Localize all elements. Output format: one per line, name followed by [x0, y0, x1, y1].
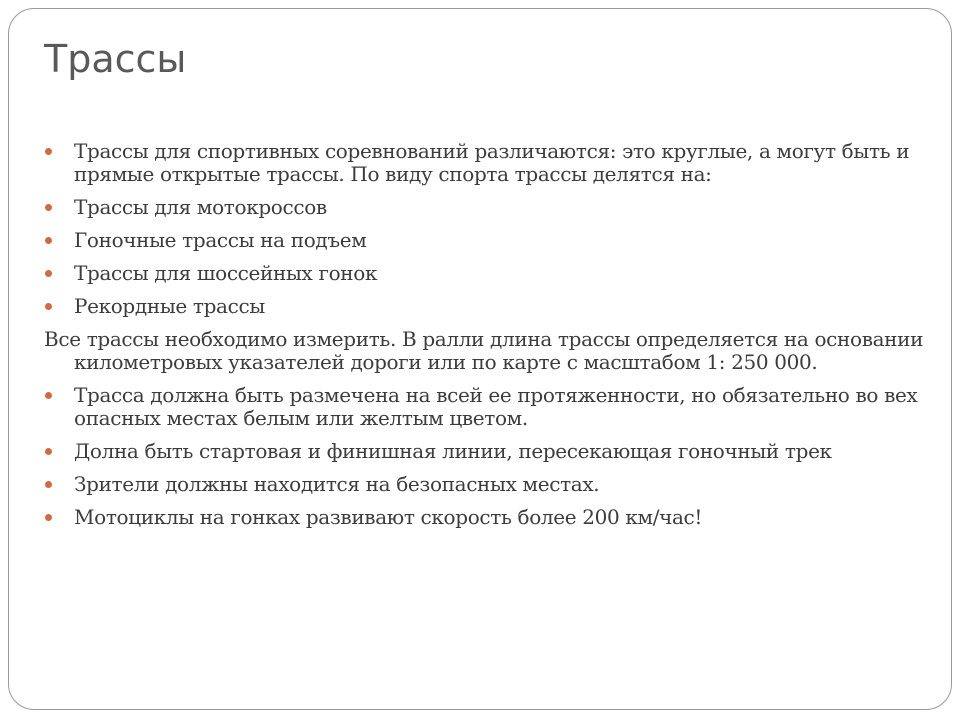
list-item	[44, 229, 944, 252]
list-item-text: Трасса должна быть размечена на всей ее протяженности, но обязательно во вех опасных местах белым или желтым цветом.	[74, 383, 918, 430]
list-item	[44, 473, 944, 496]
list-item-text: Трассы для мотокроссов	[74, 195, 327, 219]
list-item-text: Все трассы необходимо измерить. В ралли длина трассы определяется на основании километровых указателей дороги или по карте с масштабом 1: 250 000.	[44, 327, 924, 374]
slide-title: Трассы	[44, 37, 187, 81]
list-item-text: Гоночные трассы на подъем	[74, 228, 367, 252]
list-item	[44, 506, 944, 529]
bullet-dot-icon	[45, 148, 52, 155]
bullet-dot-icon	[45, 204, 52, 211]
bullet-dot-icon	[45, 392, 52, 399]
list-item-text: Долна быть стартовая и финишная линии, пересекающая гоночный трек	[74, 439, 832, 463]
bullet-dot-icon	[45, 303, 52, 310]
list-item	[44, 295, 944, 318]
bullet-dot-icon	[45, 481, 52, 488]
bullet-dot-icon	[45, 270, 52, 277]
list-item-text: Зрители должны находится на безопасных местах.	[74, 472, 600, 496]
bullet-dot-icon	[45, 514, 52, 521]
list-item	[44, 140, 944, 186]
list-item	[44, 384, 944, 430]
list-item-text: Трассы для шоссейных гонок	[74, 261, 378, 285]
list-item	[44, 196, 944, 219]
list-item-plain	[44, 328, 944, 374]
bullet-dot-icon	[45, 448, 52, 455]
list-item-text: Рекордные трассы	[74, 294, 265, 318]
bullet-dot-icon	[45, 237, 52, 244]
list-item	[44, 440, 944, 463]
slide-content-list	[44, 140, 944, 539]
list-item-text: Мотоциклы на гонках развивают скорость более 200 км/час!	[74, 505, 703, 529]
list-item	[44, 262, 944, 285]
list-item-text: Трассы для спортивных соревнований различаются: это круглые, а могут быть и прямые открытые трассы. По виду спорта трассы делятся на:	[74, 139, 910, 186]
